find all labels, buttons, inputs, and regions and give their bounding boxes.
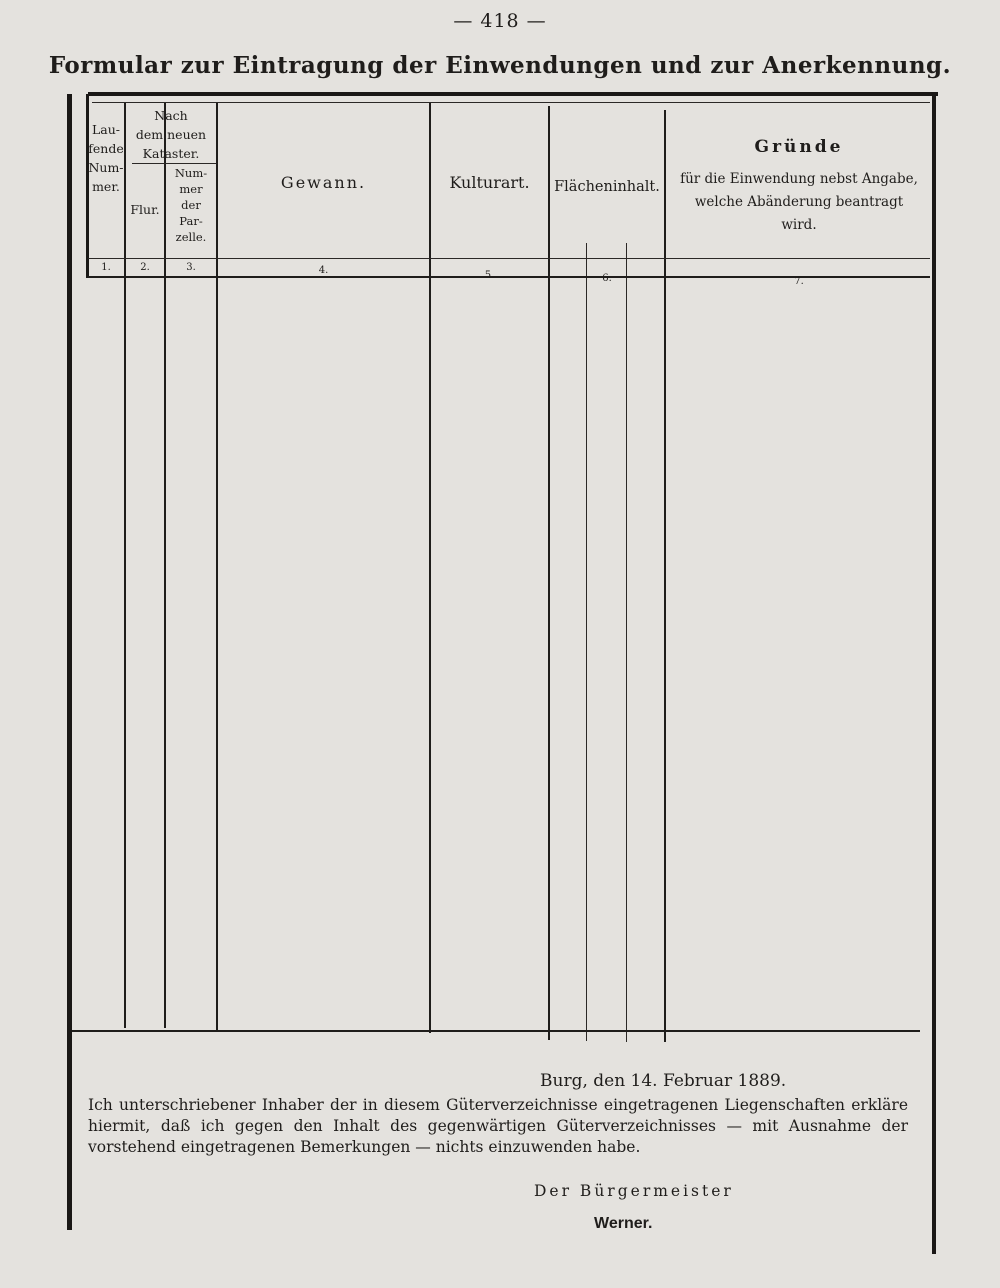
header-bottom-rule: [88, 258, 930, 259]
column-divider-5: [548, 106, 550, 1040]
column-divider-4: [429, 103, 431, 1033]
group-header-rule: [132, 163, 216, 164]
column-number-5: 5.: [484, 270, 495, 281]
column-number-4: 4.: [318, 265, 329, 276]
area-subdivider-2: [626, 243, 627, 1042]
declaration-text: Ich unterschriebener Inhaber der in diesem Güterverzeichnisse eingetragenen Liegenschaften erkläre hiermit, daß ich gegen den Inhalt des gegenwärtigen Güterverzeichnisses — mit Ausnahme der vorstehend eingetragenen Bemerkungen — nichts einzuwenden habe.: [88, 1096, 908, 1156]
column-number-2: 2.: [140, 262, 150, 273]
page-number: — 418 —: [453, 10, 547, 32]
header-gruende: Gründe: [754, 137, 844, 157]
header-flaecheninhalt: Flächeninhalt.: [554, 179, 660, 195]
header-gruende-text: für die Einwendung nebst Angabe, welche Abänderung beantragt wird.: [680, 171, 918, 233]
area-subdivider-1: [586, 243, 587, 1041]
signature: Werner.: [594, 1215, 653, 1232]
header-flur: Flur.: [130, 202, 160, 217]
column-divider-6: [664, 110, 666, 1042]
column-number-3: 3.: [186, 262, 196, 273]
column-number-1: 1.: [101, 262, 111, 273]
header-kulturart: Kulturart.: [449, 173, 530, 192]
header-parzelle: Num- mer der Par- zelle.: [174, 166, 208, 244]
column-divider-3: [216, 103, 218, 1031]
table-top-rule: [88, 92, 938, 96]
header-laufende-nummer: Lau- fende Num- mer.: [88, 122, 124, 194]
table-right-rule: [932, 94, 936, 1254]
form-title: Formular zur Eintragung der Einwendungen und zur Anerkennung.: [48, 52, 952, 79]
column-number-6: 6.: [602, 273, 612, 284]
table-bottom-rule: [72, 1030, 920, 1032]
column-divider-1: [124, 103, 126, 1028]
official-title: Der Bürgermeister: [534, 1182, 734, 1200]
column-number-7: 7.: [794, 276, 804, 287]
header-nach-dem-neuen-kataster: Nach dem neuen Kataster.: [135, 108, 207, 161]
place-date: Burg, den 14. Februar 1889.: [540, 1071, 787, 1091]
header-gewann: Gewann.: [280, 173, 367, 192]
